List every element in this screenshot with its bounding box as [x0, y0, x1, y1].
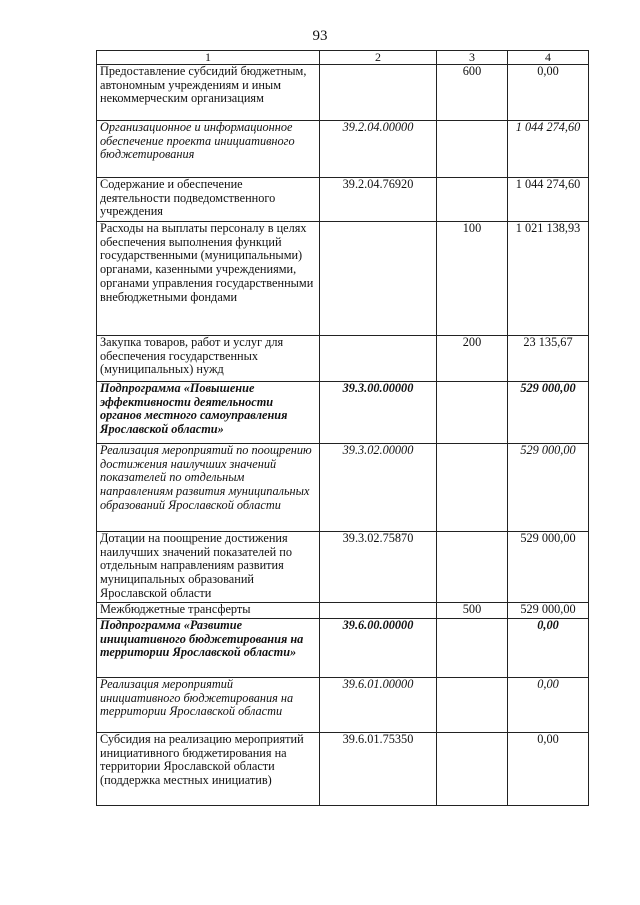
row-expense-type: 600	[437, 65, 508, 121]
header-col-1: 1	[97, 51, 320, 65]
budget-table	[96, 50, 589, 806]
row-expense-type	[437, 382, 508, 444]
row-amount: 1 021 138,93	[508, 222, 589, 336]
row-expense-type	[437, 619, 508, 678]
table-row	[97, 532, 589, 603]
row-name: Реализация мероприятий по поощрению достижения наилучших значений показателей по отдельным направлениям развития муниципальных образований Ярославской области	[97, 444, 320, 532]
row-code: 39.3.02.00000	[320, 444, 437, 532]
row-amount: 0,00	[508, 65, 589, 121]
row-expense-type: 100	[437, 222, 508, 336]
row-name: Подпрограмма «Развитие инициативного бюджетирования на территории Ярославской области»	[97, 619, 320, 678]
table-row	[97, 222, 589, 336]
row-code: 39.3.02.75870	[320, 532, 437, 603]
row-name: Организационное и информационное обеспечение проекта инициативного бюджетирования	[97, 121, 320, 178]
row-name: Расходы на выплаты персоналу в целях обеспечения выполнения функций государственными (муниципальными) органами, казенными учреждениями, органами управления государственными внебюджетными фондами	[97, 222, 320, 336]
row-expense-type	[437, 532, 508, 603]
row-expense-type	[437, 444, 508, 532]
row-amount: 1 044 274,60	[508, 121, 589, 178]
header-col-2: 2	[320, 51, 437, 65]
table-row	[97, 382, 589, 444]
header-col-3: 3	[437, 51, 508, 65]
table-row	[97, 678, 589, 733]
row-amount: 23 135,67	[508, 336, 589, 382]
row-name: Реализация мероприятий инициативного бюджетирования на территории Ярославской области	[97, 678, 320, 733]
budget-table-body	[97, 51, 589, 806]
table-row	[97, 121, 589, 178]
row-amount: 0,00	[508, 678, 589, 733]
table-row	[97, 603, 589, 619]
row-code: 39.3.00.00000	[320, 382, 437, 444]
table-row	[97, 336, 589, 382]
row-amount: 529 000,00	[508, 444, 589, 532]
row-name: Закупка товаров, работ и услуг для обеспечения государственных (муниципальных) нужд	[97, 336, 320, 382]
row-expense-type	[437, 121, 508, 178]
table-row	[97, 733, 589, 806]
row-expense-type: 200	[437, 336, 508, 382]
row-name: Дотации на поощрение достижения наилучших значений показателей по отдельным направлениям развития муниципальных образований Ярославской области	[97, 532, 320, 603]
page-number: 93	[312, 28, 328, 44]
table-header-row	[97, 51, 589, 65]
row-expense-type: 500	[437, 603, 508, 619]
row-expense-type	[437, 678, 508, 733]
row-code: 39.6.00.00000	[320, 619, 437, 678]
row-name: Субсидия на реализацию мероприятий инициативного бюджетирования на территории Ярославской области (поддержка местных инициатив)	[97, 733, 320, 806]
row-code	[320, 603, 437, 619]
row-code	[320, 65, 437, 121]
row-code: 39.6.01.00000	[320, 678, 437, 733]
row-code	[320, 222, 437, 336]
table-row	[97, 65, 589, 121]
row-expense-type	[437, 178, 508, 222]
row-name: Предоставление субсидий бюджетным, автономным учреждениям и иным некоммерческим организациям	[97, 65, 320, 121]
row-amount: 1 044 274,60	[508, 178, 589, 222]
table-row	[97, 178, 589, 222]
row-expense-type	[437, 733, 508, 806]
row-name: Межбюджетные трансферты	[97, 603, 320, 619]
row-code: 39.2.04.76920	[320, 178, 437, 222]
row-amount: 0,00	[508, 619, 589, 678]
header-col-4: 4	[508, 51, 589, 65]
row-amount: 0,00	[508, 733, 589, 806]
row-code: 39.2.04.00000	[320, 121, 437, 178]
row-amount: 529 000,00	[508, 532, 589, 603]
row-code	[320, 336, 437, 382]
row-amount: 529 000,00	[508, 382, 589, 444]
table-row	[97, 444, 589, 532]
row-code: 39.6.01.75350	[320, 733, 437, 806]
table-row	[97, 619, 589, 678]
row-name: Подпрограмма «Повышение эффективности деятельности органов местного самоуправления Ярославской области»	[97, 382, 320, 444]
row-amount: 529 000,00	[508, 603, 589, 619]
row-name: Содержание и обеспечение деятельности подведомственного учреждения	[97, 178, 320, 222]
